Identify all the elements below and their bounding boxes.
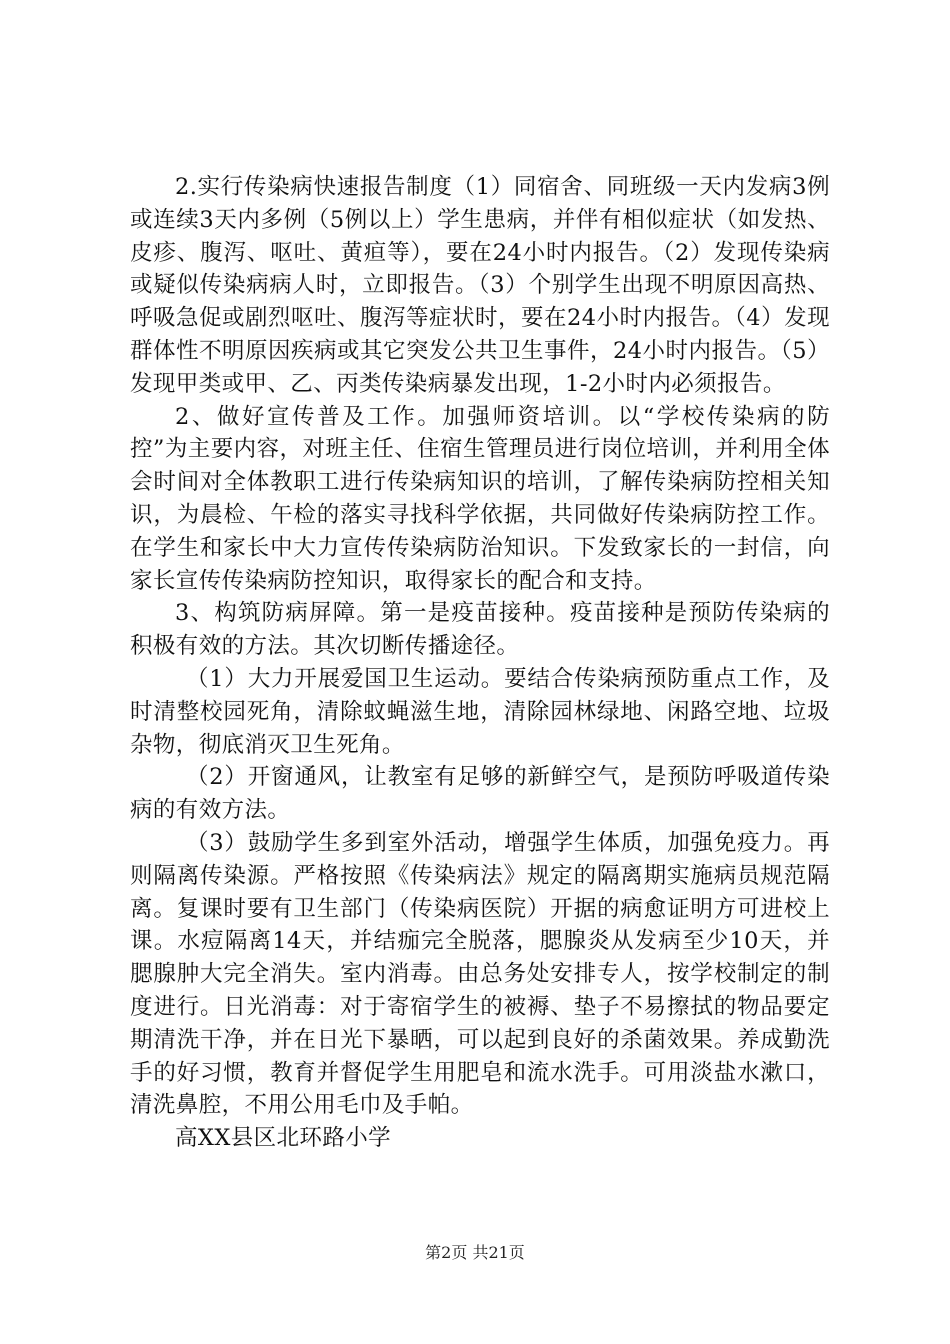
page-number-footer: 第2页 共21页 (425, 1243, 525, 1262)
paragraph-sanitation-campaign: （1）大力开展爱国卫生运动。要结合传染病预防重点工作，及时清整校园死角，清除蚊蝇滋生地，清除园林绿地、闲路空地、垃圾杂物，彻底消灭卫生死角。 (130, 665, 830, 758)
paragraph-publicity-training: 2、做好宣传普及工作。加强师资培训。以“学校传染病的防控”为主要内容，对班主任、住宿生管理员进行岗位培训，并利用全体会时间对全体教职工进行传染病知识的培训，了解传染病防控相关知识，为晨检、午检的落实寻找科学依据，共同做好传染病防控工作。在学生和家长中大力宣传传染病防治知识。下发致家长的一封信，向家长宣传传染病防控知识，取得家长的配合和支持。 (130, 403, 830, 594)
signature-school-name: 高XX县区北环路小学 (175, 1125, 392, 1152)
paragraph-reporting-system: 2.实行传染病快速报告制度（1）同宿舍、同班级一天内发病3例或连续3天内多例（5例以上）学生患病，并伴有相似症状（如发热、皮疹、腹泻、呕吐、黄疸等），要在24小时内报告。（2）发现传染病或疑似传染病病人时，立即报告。（3）个别学生出现不明原因高热、呼吸急促或剧烈呕吐、腹泻等症状时，要在24小时内报告。（4）发现群体性不明原因疾病或其它突发公共卫生事件，24小时内报告。（5）发现甲类或甲、乙、丙类传染病暴发出现，1-2小时内必须报告。 (130, 174, 830, 397)
paragraph-isolation-disinfection: （3）鼓励学生多到室外活动，增强学生体质，加强免疫力。再则隔离传染源。严格按照《传染病法》规定的隔离期实施病员规范隔离。复课时要有卫生部门（传染病医院）开据的病愈证明方可进校上课。水痘隔离14天，并结痂完全脱落，腮腺炎从发病至少10天，并腮腺肿大完全消失。室内消毒。由总务处安排专人，按学校制定的制度进行。日光消毒：对于寄宿学生的被褥、垫子不易擦拭的物品要定期清洗干净，并在日光下暴晒，可以起到良好的杀菌效果。养成勤洗手的好习惯，教育并督促学生用肥皂和流水洗手。可用淡盐水漱口，清洗鼻腔，不用公用毛巾及手帕。 (130, 829, 830, 1119)
paragraph-prevention-barrier: 3、构筑防病屏障。第一是疫苗接种。疫苗接种是预防传染病的积极有效的方法。其次切断传播途径。 (130, 600, 830, 660)
paragraph-ventilation: （2）开窗通风，让教室有足够的新鲜空气，是预防呼吸道传染病的有效方法。 (130, 764, 830, 824)
document-body (130, 171, 830, 1155)
